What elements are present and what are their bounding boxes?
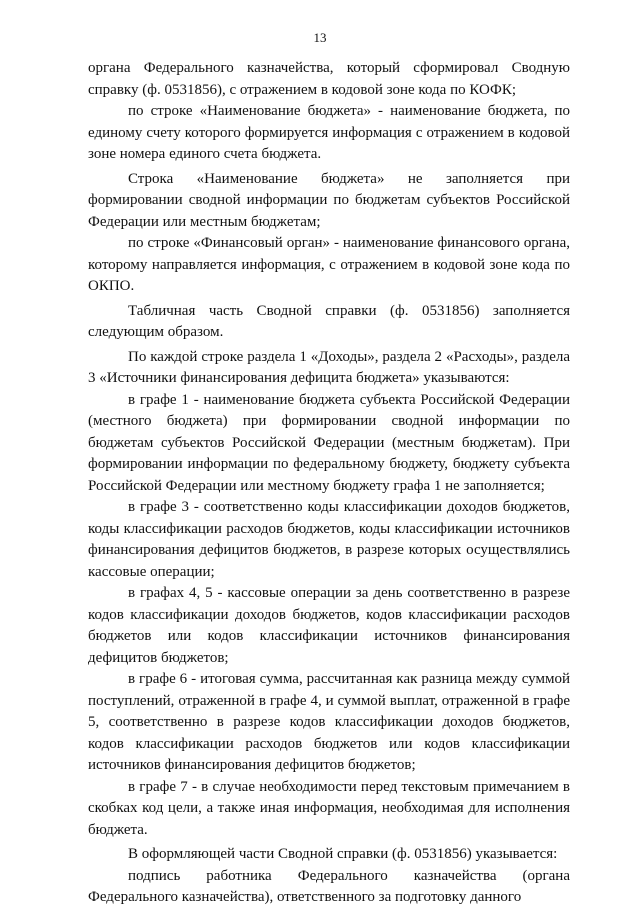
document-body xyxy=(88,58,570,909)
paragraph-signature: подпись работника Федерального казначейства (органа Федерального казначейства), ответственного за подготовку данного xyxy=(88,867,570,905)
paragraph-budget-name-not-filled: Строка «Наименование бюджета» не заполняется при формировании сводной информации по бюджетам субъектов Российской Федерации или местным бюджетам; xyxy=(88,170,570,230)
paragraph-table-part: Табличная часть Сводной справки (ф. 0531856) заполняется следующим образом. xyxy=(88,302,570,340)
paragraph-columns-4-5: в графах 4, 5 - кассовые операции за день соответственно в разрезе кодов классификации доходов бюджетов, кодов классификации расходов бюджетов или кодов классификации источников финансирования дефицитов бюджетов; xyxy=(88,585,570,666)
paragraph-column-3: в графе 3 - соответственно коды классификации доходов бюджетов, коды классификации расходов бюджетов, коды классификации источников финансирования дефицитов бюджетов, в разрезе которых осуществлялись кассовые операции; xyxy=(88,499,570,580)
paragraph-formatting-part: В оформляющей части Сводной справки (ф. 0531856) указывается: xyxy=(128,846,558,862)
paragraph-financial-body: по строке «Финансовый орган» - наименование финансового органа, которому направляется информация, с отражением в кодовой зоне кода по ОКПО. xyxy=(88,235,570,294)
page-number: 13 xyxy=(313,30,327,45)
paragraph-column-1: в графе 1 - наименование бюджета субъекта Российской Федерации (местного бюджета) при формировании сводной информации по бюджетам субъектов Российской Федерации (местным бюджетам). При формировании информации по федеральному бюджету, бюджету субъекта Российской Федерации или местному бюджету графа 1 не заполняется; xyxy=(88,391,570,494)
paragraph-kofk: органа Федерального казначейства, который сформировал Сводную справку (ф. 0531856), с отражением в кодовой зоне кода по КОФК; xyxy=(88,60,570,98)
paragraph-column-7: в графе 7 - в случае необходимости перед текстовым примечанием в скобках код цели, а также иная информация, необходимая для исполнения бюджета. xyxy=(88,778,570,838)
paragraph-sections: По каждой строке раздела 1 «Доходы», раздела 2 «Расходы», раздела 3 «Источники финансирования дефицита бюджета» указываются: xyxy=(88,348,570,386)
paragraph-budget-name: по строке «Наименование бюджета» - наименование бюджета, по единому счету которого формируется информация с отражением в кодовой зоне номера единого счета бюджета. xyxy=(88,103,570,162)
paragraph-column-6: в графе 6 - итоговая сумма, рассчитанная как разница между суммой поступлений, отраженной в графе 4, и суммой выплат, отраженной в графе 5, соответственно в разрезе кодов классификации доходов бюджетов, кодов классификации расходов бюджетов или кодов классификации источников финансирования дефицитов бюджетов; xyxy=(88,671,570,773)
